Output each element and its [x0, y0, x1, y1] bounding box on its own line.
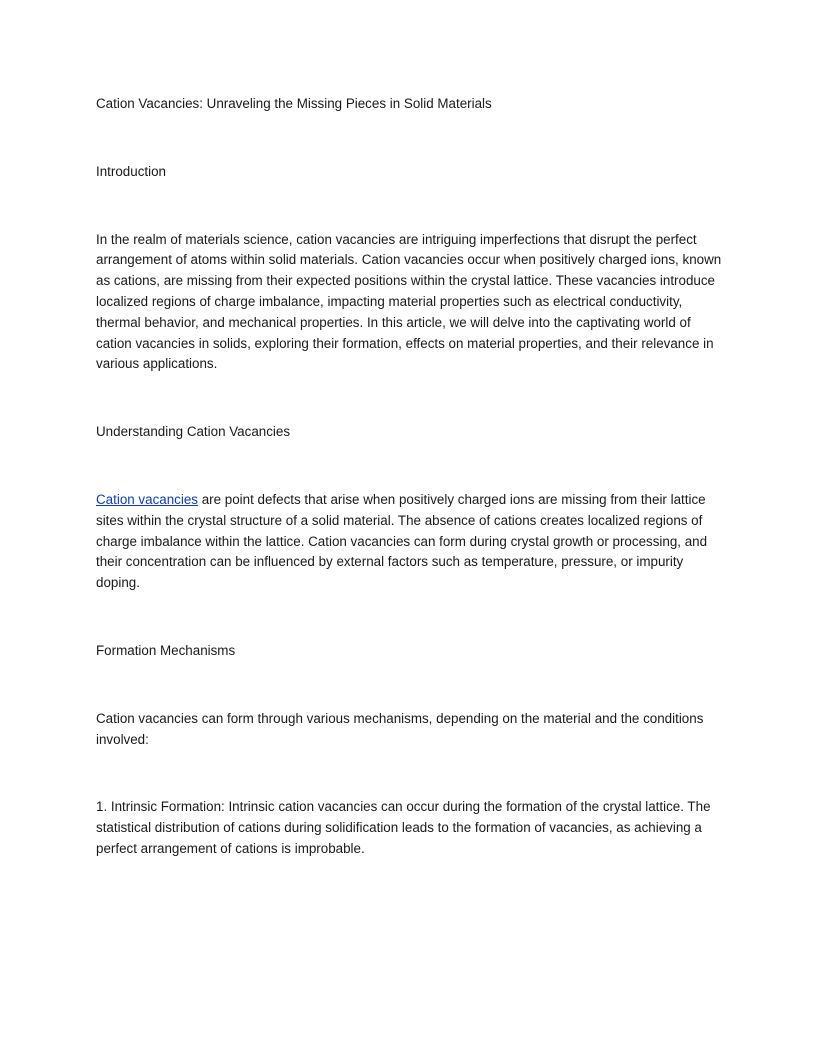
- document-title: Cation Vacancies: Unraveling the Missing Pieces in Solid Materials: [96, 96, 492, 111]
- document-page: [96, 94, 724, 860]
- understanding-paragraph-text: are point defects that arise when positively charged ions are missing from their lattice sites within the crystal structure of a solid material. The absence of cations creates localized regions of charge imbalance within the lattice. Cation vacancies can form during crystal growth or processing, and their concentration can be influenced by external factors such as temperature, pressure, or impurity doping.: [96, 491, 708, 591]
- section-heading-understanding: Understanding Cation Vacancies: [96, 424, 291, 440]
- introduction-paragraph: In the realm of materials science, cation vacancies are intriguing imperfections that disrupt the perfect arrangement of atoms within solid materials. Cation vacancies occur when positively charged ions, known as cations, are missing from their expected positions within the crystal lattice. These vacancies introduce localized regions of charge imbalance, impacting material properties such as electrical conductivity, thermal behavior, and mechanical properties. In this article, we will delve into the captivating world of cation vacancies in solids, exploring their formation, effects on material properties, and their relevance in various applications.: [96, 231, 722, 372]
- cation-vacancies-link[interactable]: Cation vacancies: [96, 491, 198, 507]
- formation-list-item-1: 1. Intrinsic Formation: Intrinsic cation vacancies can occur during the formation of the crystal lattice. The statistical distribution of cations during solidification leads to the formation of vacancies, as achieving a perfect arrangement of cations is improbable.: [96, 799, 711, 856]
- section-heading-formation: Formation Mechanisms: [96, 642, 236, 658]
- formation-paragraph: Cation vacancies can form through various mechanisms, depending on the material and the conditions involved:: [96, 710, 704, 747]
- section-heading-introduction: Introduction: [96, 163, 166, 179]
- understanding-paragraph: [96, 490, 724, 594]
